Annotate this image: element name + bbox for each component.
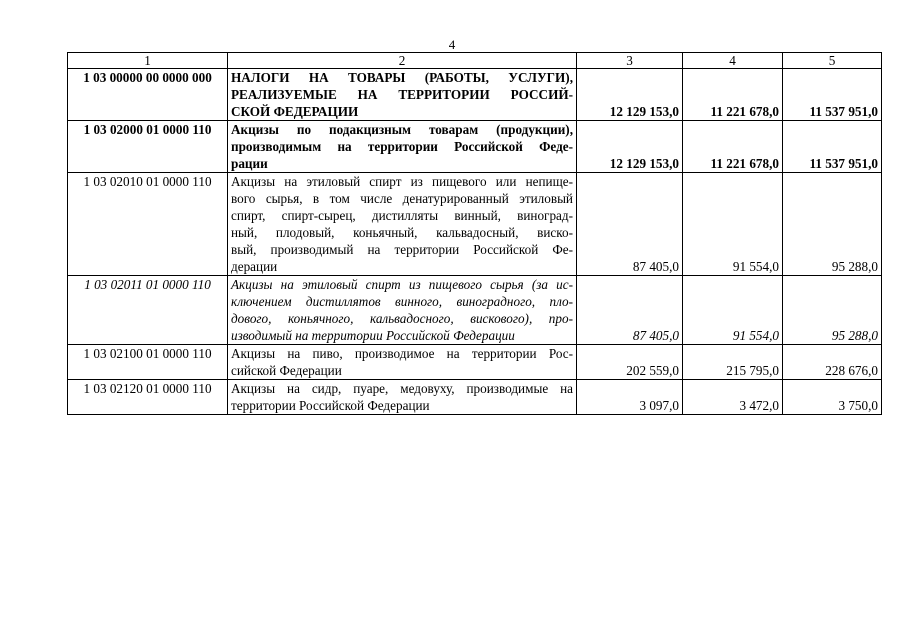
revenue-table: [67, 52, 882, 415]
amount-cell-col4: 3 472,0: [683, 380, 783, 415]
item-name-line: дового, коньячного, кальвадосного, вискового), про-: [231, 311, 573, 326]
item-name-line: производимым на территории Российской Феде-: [231, 139, 573, 154]
amount-cell-col5: 3 750,0: [783, 380, 882, 415]
page-number: 4: [448, 37, 456, 52]
amount-cell-col4: 11 221 678,0: [683, 69, 783, 121]
amount-cell-col5: 11 537 951,0: [783, 121, 882, 173]
table-row: [68, 276, 882, 345]
amount-cell-col3: 87 405,0: [577, 276, 683, 345]
amount-cell-col3: 3 097,0: [577, 380, 683, 415]
item-name-line: РЕАЛИЗУЕМЫЕ НА ТЕРРИТОРИИ РОССИЙ-: [231, 87, 573, 102]
item-name-line: ключением дистиллятов винного, виноградного, пло-: [231, 294, 573, 309]
header-cell-5: 5: [783, 53, 882, 69]
table-row: [68, 380, 882, 415]
header-cell-1: 1: [68, 53, 228, 69]
item-name-line: Акцизы по подакцизным товарам (продукции),: [231, 122, 573, 137]
amount-cell-col3: 202 559,0: [577, 345, 683, 380]
item-name-cell: [228, 173, 577, 276]
item-name-cell: [228, 380, 577, 415]
item-name-cell: [228, 345, 577, 380]
item-name-line: вый, производимый на территории Российской Фе-: [231, 242, 573, 257]
amount-cell-col4: 11 221 678,0: [683, 121, 783, 173]
budget-code-cell: 1 03 02011 01 0000 110: [68, 276, 228, 345]
item-name-cell: [228, 69, 577, 121]
item-name-line: спирт, спирт-сырец, дистилляты винный, виноград-: [231, 208, 573, 223]
item-name-line: сийской Федерации: [231, 363, 342, 378]
amount-cell-col5: 95 288,0: [783, 173, 882, 276]
budget-code-cell: 1 03 00000 00 0000 000: [68, 69, 228, 121]
budget-code-cell: 1 03 02010 01 0000 110: [68, 173, 228, 276]
table-row: [68, 69, 882, 121]
amount-cell-col5: 95 288,0: [783, 276, 882, 345]
header-cell-3: 3: [577, 53, 683, 69]
budget-code-cell: 1 03 02100 01 0000 110: [68, 345, 228, 380]
item-name-line: Акцизы на этиловый спирт из пищевого или непище-: [231, 174, 573, 189]
item-name-line: территории Российской Федерации: [231, 398, 430, 413]
item-name-line: вого сырья, в том числе денатурированный этиловый: [231, 191, 573, 206]
item-name-cell: [228, 121, 577, 173]
item-name-line: дерации: [231, 259, 278, 274]
table-header-row: [68, 53, 882, 69]
header-cell-4: 4: [683, 53, 783, 69]
item-name-line: Акцизы на этиловый спирт из пищевого сырья (за ис-: [231, 277, 573, 292]
budget-code-cell: 1 03 02120 01 0000 110: [68, 380, 228, 415]
amount-cell-col3: 12 129 153,0: [577, 69, 683, 121]
item-name-line: рации: [231, 156, 268, 171]
item-name-line: Акцизы на пиво, производимое на территории Рос-: [231, 346, 573, 361]
amount-cell-col4: 215 795,0: [683, 345, 783, 380]
item-name-line: НАЛОГИ НА ТОВАРЫ (РАБОТЫ, УСЛУГИ),: [231, 70, 573, 85]
item-name-line: ный, плодовый, коньячный, кальвадосный, виско-: [231, 225, 573, 240]
item-name-line: Акцизы на сидр, пуаре, медовуху, производимые на: [231, 381, 573, 396]
item-name-cell: [228, 276, 577, 345]
amount-cell-col4: 91 554,0: [683, 276, 783, 345]
amount-cell-col4: 91 554,0: [683, 173, 783, 276]
table-row: [68, 121, 882, 173]
table-row: [68, 173, 882, 276]
item-name-line: СКОЙ ФЕДЕРАЦИИ: [231, 104, 359, 119]
amount-cell-col5: 228 676,0: [783, 345, 882, 380]
header-cell-2: 2: [228, 53, 577, 69]
amount-cell-col3: 12 129 153,0: [577, 121, 683, 173]
table-row: [68, 345, 882, 380]
budget-code-cell: 1 03 02000 01 0000 110: [68, 121, 228, 173]
amount-cell-col3: 87 405,0: [577, 173, 683, 276]
item-name-line: изводимый на территории Российской Федерации: [231, 328, 515, 343]
amount-cell-col5: 11 537 951,0: [783, 69, 882, 121]
